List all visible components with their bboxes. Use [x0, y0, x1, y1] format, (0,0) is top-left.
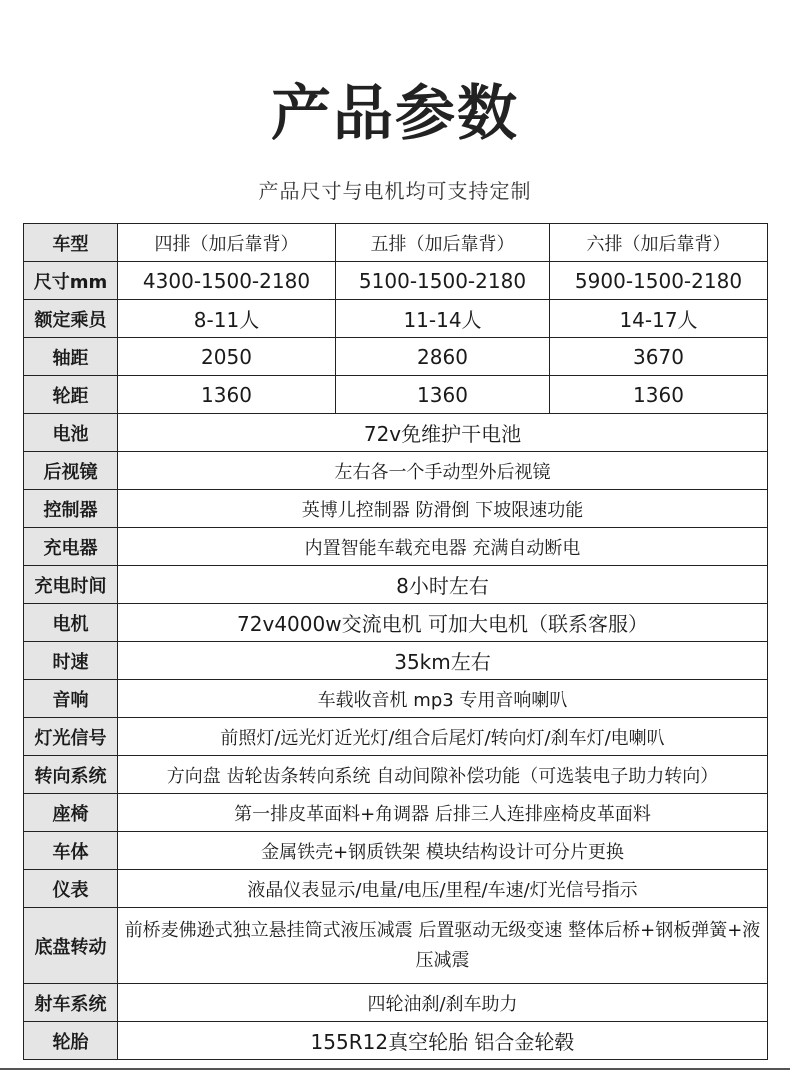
row-label: 电池: [24, 414, 118, 452]
table-cell: 5900-1500-2180: [550, 262, 768, 300]
table-cell: 3670: [550, 338, 768, 376]
spec-table: [23, 223, 768, 1060]
table-row: [24, 376, 768, 414]
table-cell: 内置智能车载充电器 充满自动断电: [118, 528, 768, 566]
table-row: [24, 680, 768, 718]
table-row: [24, 642, 768, 680]
row-label: 灯光信号: [24, 718, 118, 756]
row-label: 尺寸mm: [24, 262, 118, 300]
table-cell: 155R12真空轮胎 铝合金轮毂: [118, 1022, 768, 1060]
table-row: [24, 794, 768, 832]
table-row: [24, 566, 768, 604]
table-cell: 8小时左右: [118, 566, 768, 604]
table-cell: 1360: [336, 376, 550, 414]
table-cell: 2050: [118, 338, 336, 376]
table-cell: 2860: [336, 338, 550, 376]
row-label: 转向系统: [24, 756, 118, 794]
table-cell: 5100-1500-2180: [336, 262, 550, 300]
table-cell: 金属铁壳+钢质铁架 模块结构设计可分片更换: [118, 832, 768, 870]
table-row: [24, 832, 768, 870]
row-label: 车体: [24, 832, 118, 870]
table-row: [24, 414, 768, 452]
table-cell: 四轮油刹/刹车助力: [118, 984, 768, 1022]
table-row: [24, 338, 768, 376]
table-cell: 1360: [550, 376, 768, 414]
spec-table-body: [24, 224, 768, 1060]
row-label: 音响: [24, 680, 118, 718]
bottom-divider: [0, 1068, 790, 1070]
table-cell: 前照灯/远光灯近光灯/组合后尾灯/转向灯/刹车灯/电喇叭: [118, 718, 768, 756]
row-label: 充电时间: [24, 566, 118, 604]
row-label: 座椅: [24, 794, 118, 832]
table-cell: 左右各一个手动型外后视镜: [118, 452, 768, 490]
page-subtitle: 产品尺寸与电机均可支持定制: [258, 179, 532, 203]
table-row: [24, 452, 768, 490]
row-label: 车型: [24, 224, 118, 262]
table-cell: 4300-1500-2180: [118, 262, 336, 300]
table-cell: 72v4000w交流电机 可加大电机（联系客服）: [118, 604, 768, 642]
table-row: [24, 224, 768, 262]
row-label: 控制器: [24, 490, 118, 528]
table-cell: 前桥麦佛逊式独立悬挂筒式液压减震 后置驱动无级变速 整体后桥+钢板弹簧+液压减震: [118, 908, 768, 984]
table-row: [24, 908, 768, 984]
table-row: [24, 300, 768, 338]
row-label: 后视镜: [24, 452, 118, 490]
table-cell: 8-11人: [118, 300, 336, 338]
table-cell: 车载收音机 mp3 专用音响喇叭: [118, 680, 768, 718]
table-cell: 第一排皮革面料+角调器 后排三人连排座椅皮革面料: [118, 794, 768, 832]
row-label: 电机: [24, 604, 118, 642]
table-cell: 72v免维护干电池: [118, 414, 768, 452]
table-row: [24, 1022, 768, 1060]
page-title: 产品参数: [271, 79, 519, 149]
table-cell: 11-14人: [336, 300, 550, 338]
row-label: 仪表: [24, 870, 118, 908]
table-cell: 五排（加后靠背）: [336, 224, 550, 262]
table-cell: 英博儿控制器 防滑倒 下坡限速功能: [118, 490, 768, 528]
row-label: 时速: [24, 642, 118, 680]
table-row: [24, 604, 768, 642]
table-row: [24, 870, 768, 908]
table-row: [24, 528, 768, 566]
table-cell: 35km左右: [118, 642, 768, 680]
table-cell: 液晶仪表显示/电量/电压/里程/车速/灯光信号指示: [118, 870, 768, 908]
table-cell: 六排（加后靠背）: [550, 224, 768, 262]
table-row: [24, 984, 768, 1022]
row-label: 轴距: [24, 338, 118, 376]
table-cell: 四排（加后靠背）: [118, 224, 336, 262]
row-label: 射车系统: [24, 984, 118, 1022]
row-label: 底盘转动: [24, 908, 118, 984]
row-label: 轮距: [24, 376, 118, 414]
table-row: [24, 490, 768, 528]
table-cell: 14-17人: [550, 300, 768, 338]
row-label: 轮胎: [24, 1022, 118, 1060]
row-label: 额定乘员: [24, 300, 118, 338]
table-row: [24, 756, 768, 794]
table-row: [24, 262, 768, 300]
row-label: 充电器: [24, 528, 118, 566]
table-cell: 1360: [118, 376, 336, 414]
table-row: [24, 718, 768, 756]
table-cell: 方向盘 齿轮齿条转向系统 自动间隙补偿功能（可选装电子助力转向）: [118, 756, 768, 794]
